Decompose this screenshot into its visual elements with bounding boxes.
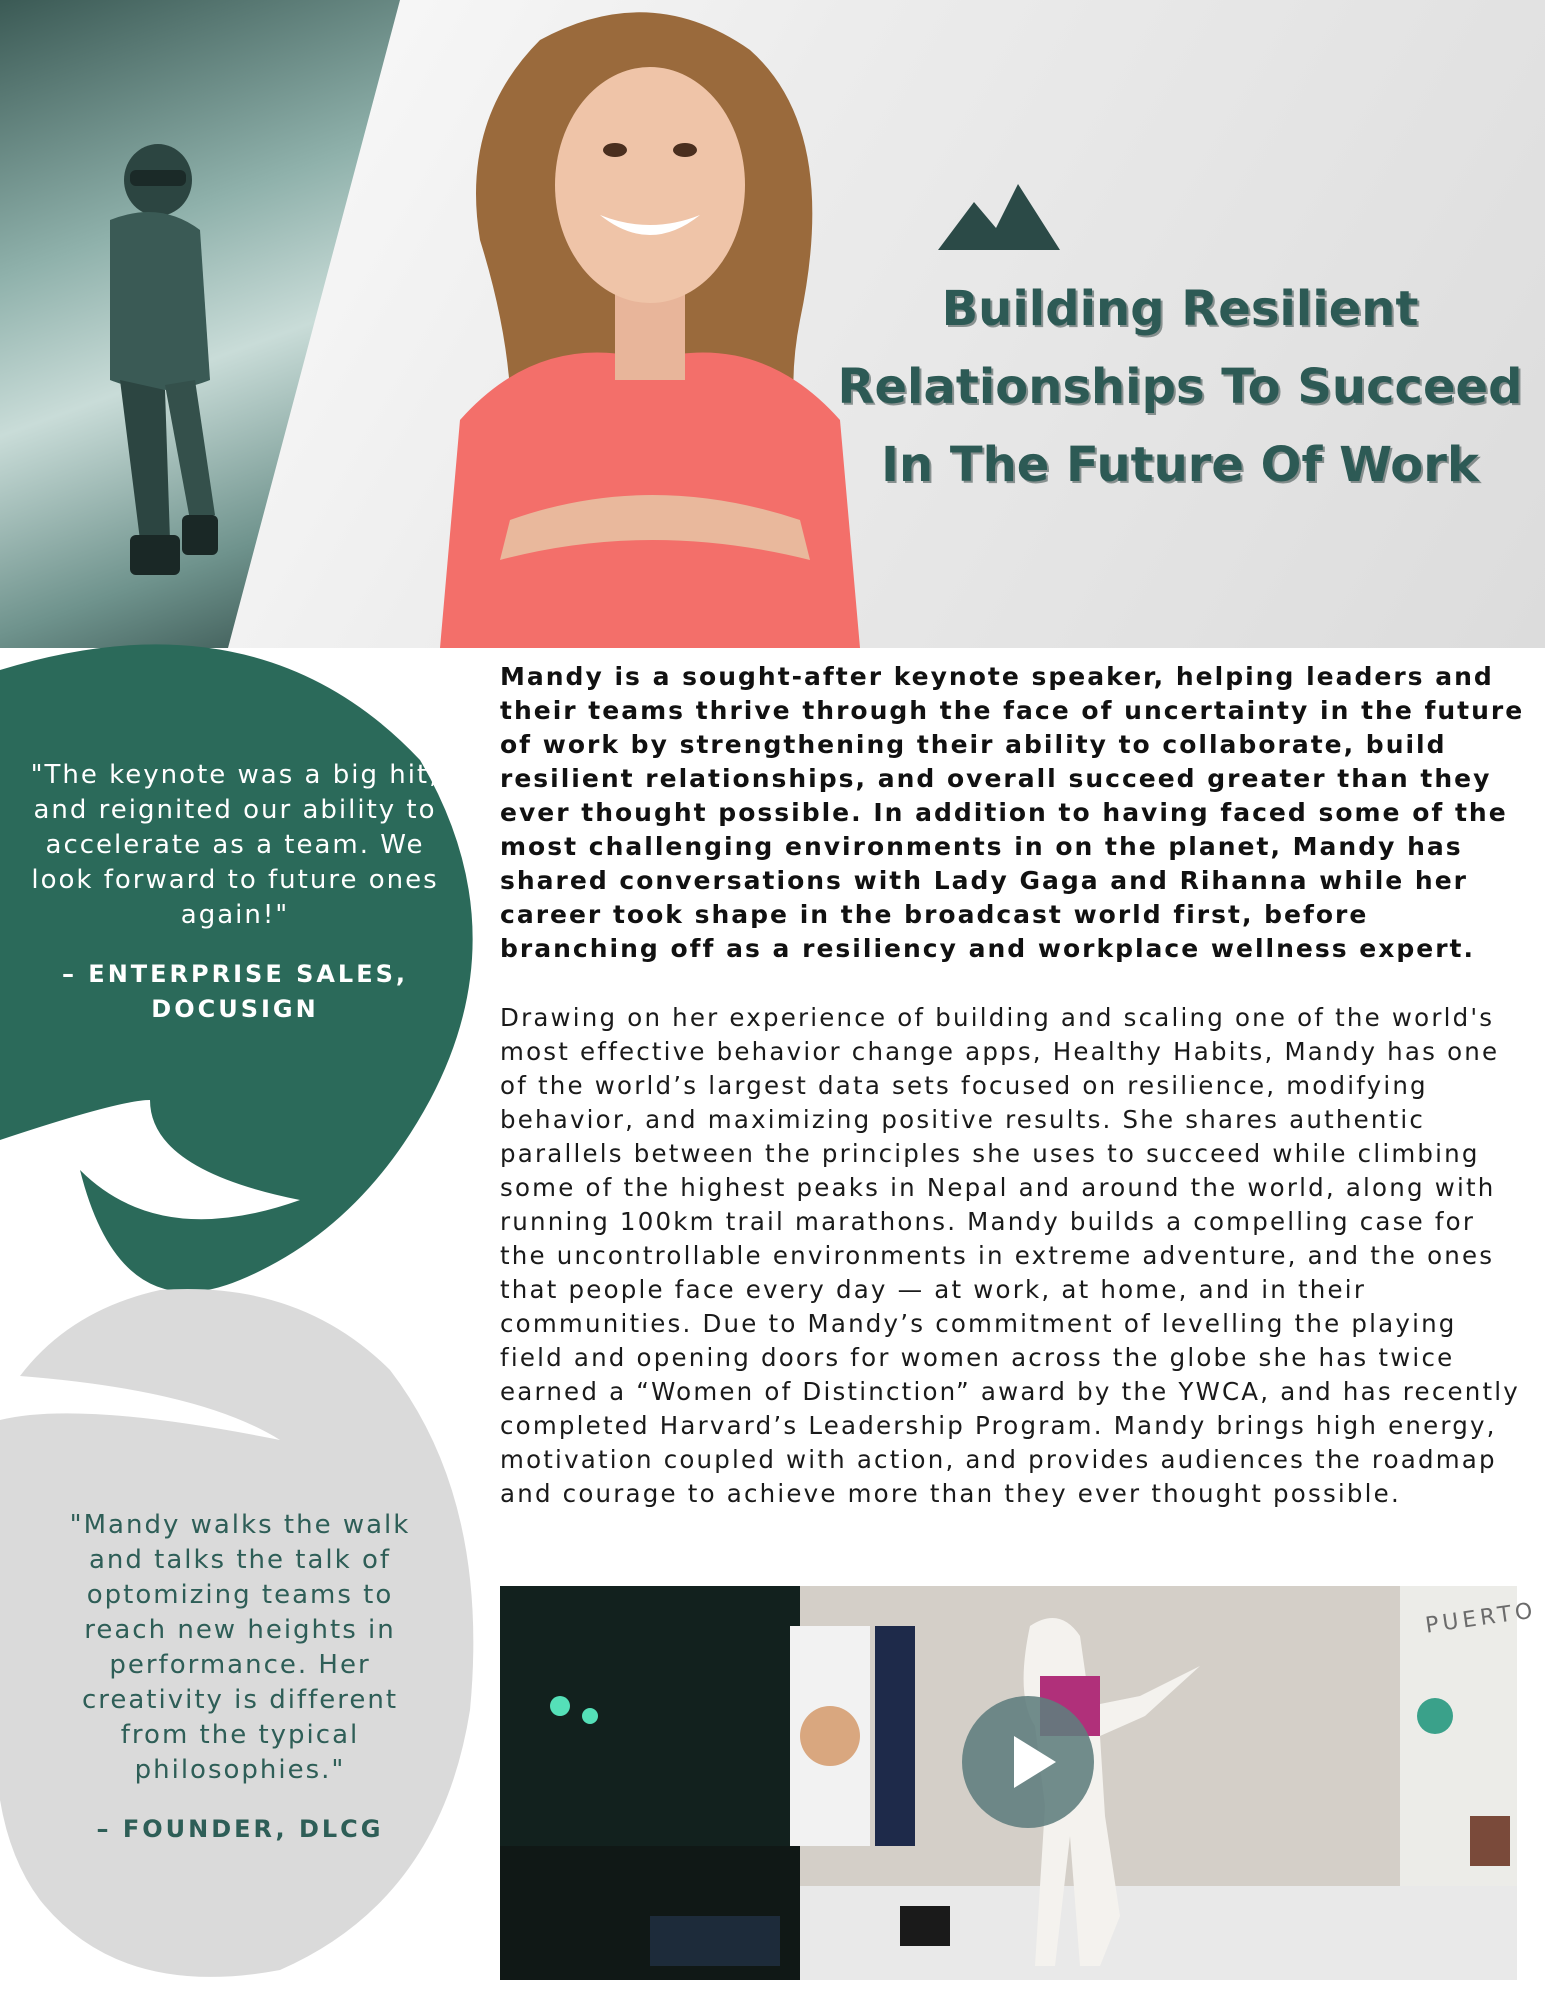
intro-paragraph: Mandy is a sought-after keynote speaker, helping leaders and their teams thrive through the face of uncertainty in the future of work by strengthening their ability to collaborate, build resilient relationships, and overall succeed greater than they ever thought possible. In addition to having faced some of the most challenging environments in on the planet, Mandy has shared conversations with Lady Gaga and Rihanna while her career took shape in the broadcast world first, before branching off as a resiliency and workplace wellness expert. — [500, 662, 1525, 963]
testimonial-dlcg — [50, 1508, 430, 1847]
climber-figure — [70, 120, 220, 600]
testimonial-attribution: – FOUNDER, DLCG — [96, 1815, 384, 1843]
mountain-logo-icon — [938, 184, 1060, 250]
testimonial-text: "Mandy walks the walk and talks the talk of optomizing teams to reach new heights in performance. Her creativity is different from the typical philosophies." — [69, 1510, 411, 1785]
speaker-portrait — [420, 0, 880, 648]
keynote-video[interactable] — [500, 1586, 1538, 1980]
testimonial-text: "The keynote was a big hit, and reignited our ability to accelerate as a team. We look forward to future ones again!" — [30, 760, 440, 930]
headline-line-2: Relationships To Succeed — [837, 359, 1523, 415]
climber-photo — [0, 0, 400, 648]
headline-line-3: In The Future Of Work — [881, 437, 1479, 493]
testimonial-docusign — [30, 758, 440, 1027]
play-icon — [962, 1696, 1094, 1828]
page-headline — [820, 270, 1540, 504]
play-button[interactable] — [962, 1696, 1094, 1828]
hero-header — [0, 0, 1545, 648]
bio-paragraph: Drawing on her experience of building and scaling one of the world's most effective behavior change apps, Healthy Habits, Mandy has one of the world’s largest data sets focused on resilience, modifying behavior, and maximizing positive results. She shares authentic parallels between the principles she uses to succeed while climbing some of the highest peaks in Nepal and around the world, along with running 100km trail marathons. Mandy builds a compelling case for the uncontrollable environments in extreme adventure, and the ones that people face every day — at work, at home, and in their communities. Due to Mandy’s commitment of levelling the playing field and opening doors for women across the globe she has twice earned a “Women of Distinction” award by the YWCA, and has recently completed Harvard’s Leadership Program. Mandy brings high energy, motivation coupled with action, and provides audiences the roadmap and courage to achieve more than they ever thought possible. — [500, 1003, 1520, 1508]
testimonial-attribution: – ENTERPRISE SALES, DOCUSIGN — [61, 960, 409, 1023]
headline-line-1: Building Resilient — [941, 281, 1419, 337]
stage-banner-text: PUERTO — [1423, 1598, 1538, 1639]
